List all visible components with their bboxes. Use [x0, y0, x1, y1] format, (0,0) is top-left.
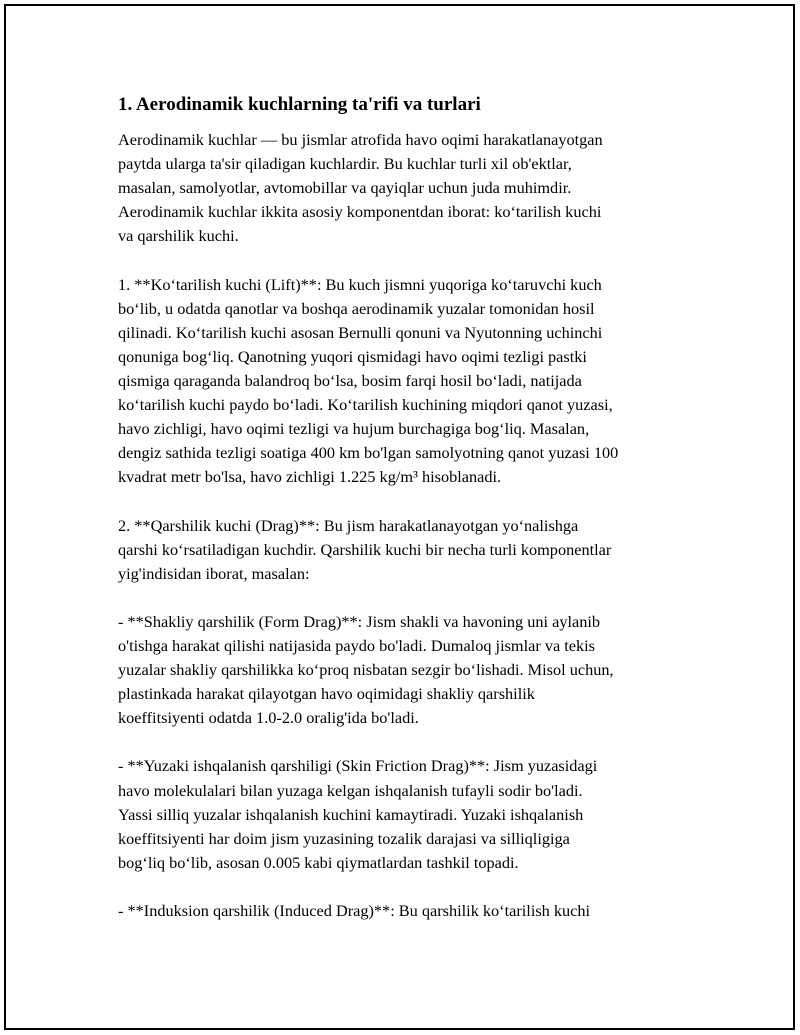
form-drag-item: - **Shakliy qarshilik (Form Drag)**: Jism shakli va havoning uni aylanib o'tishga harakat qilishi natijasida paydo bo'ladi. Dumaloq jismlar va tekis yuzalar shakliy qarshilikka koʻproq nisbatan sezgir boʻlishadi. Misol uchun, plastinkada harakat qilayotgan havo oqimidagi shakliy qarshilik koeffitsiyenti odatda 1.0-2.0 oralig'ida bo'ladi.	[118, 611, 614, 728]
section-heading: 1. Aerodinamik kuchlarning ta'rifi va turlari	[118, 94, 481, 115]
skin-friction-drag-item: - **Yuzaki ishqalanish qarshiligi (Skin Friction Drag)**: Jism yuzasidagi havo molekulalari bilan yuzaga kelgan ishqalanish tufayli sodir bo'ladi. Yassi silliq yuzalar ishqalanish kuchini kamaytiradi. Yuzaki ishqalanish koeffitsiyenti har doim jism yuzasining tozalik darajasi va silliqligiga bogʻliq boʻlib, asosan 0.005 kabi qiymatlardan tashkil topadi.	[118, 756, 598, 872]
drag-paragraph: 2. **Qarshilik kuchi (Drag)**: Bu jism harakatlanayotgan yoʻnalishga qarshi koʻrsatiladigan kuchdir. Qarshilik kuchi bir necha turli komponentlar yig'indisidan iborat, masalan:	[118, 515, 612, 583]
document-body	[118, 92, 688, 947]
intro-paragraph: Aerodinamik kuchlar — bu jismlar atrofida havo oqimi harakatlanayotgan paytda ularga ta'sir qiladigan kuchlardir. Bu kuchlar turli xil ob'ektlar, masalan, samolyotlar, avtomobillar va qayiqlar uchun juda muhimdir. Aerodinamik kuchlar ikkita asosiy komponentdan iborat: koʻtarilish kuchi va qarshilik kuchi.	[118, 130, 603, 246]
induced-drag-item: - **Induksion qarshilik (Induced Drag)**: Bu qarshilik koʻtarilish kuchi	[118, 901, 591, 920]
lift-paragraph: 1. **Koʻtarilish kuchi (Lift)**: Bu kuch jismni yuqoriga koʻtaruvchi kuch boʻlib, u odatda qanotlar va boshqa aerodinamik yuzalar tomonidan hosil qilinadi. Koʻtarilish kuchi asosan Bernulli qonuni va Nyutonning uchinchi qonuniga bogʻliq. Qanotning yuqori qismidagi havo oqimi tezligi pastki qismiga qaraganda balandroq boʻlsa, bosim farqi hosil boʻladi, natijada koʻtarilish kuchi paydo boʻladi. Koʻtarilish kuchining miqdori qanot yuzasi, havo zichligi, havo oqimi tezligi va hujum burchagiga bogʻliq. Masalan, dengiz sathida tezligi soatiga 400 km bo'lgan samolyotning qanot yuzasi 100 kvadrat metr bo'lsa, havo zichligi 1.225 kg/m³ hisoblanadi.	[118, 274, 619, 487]
